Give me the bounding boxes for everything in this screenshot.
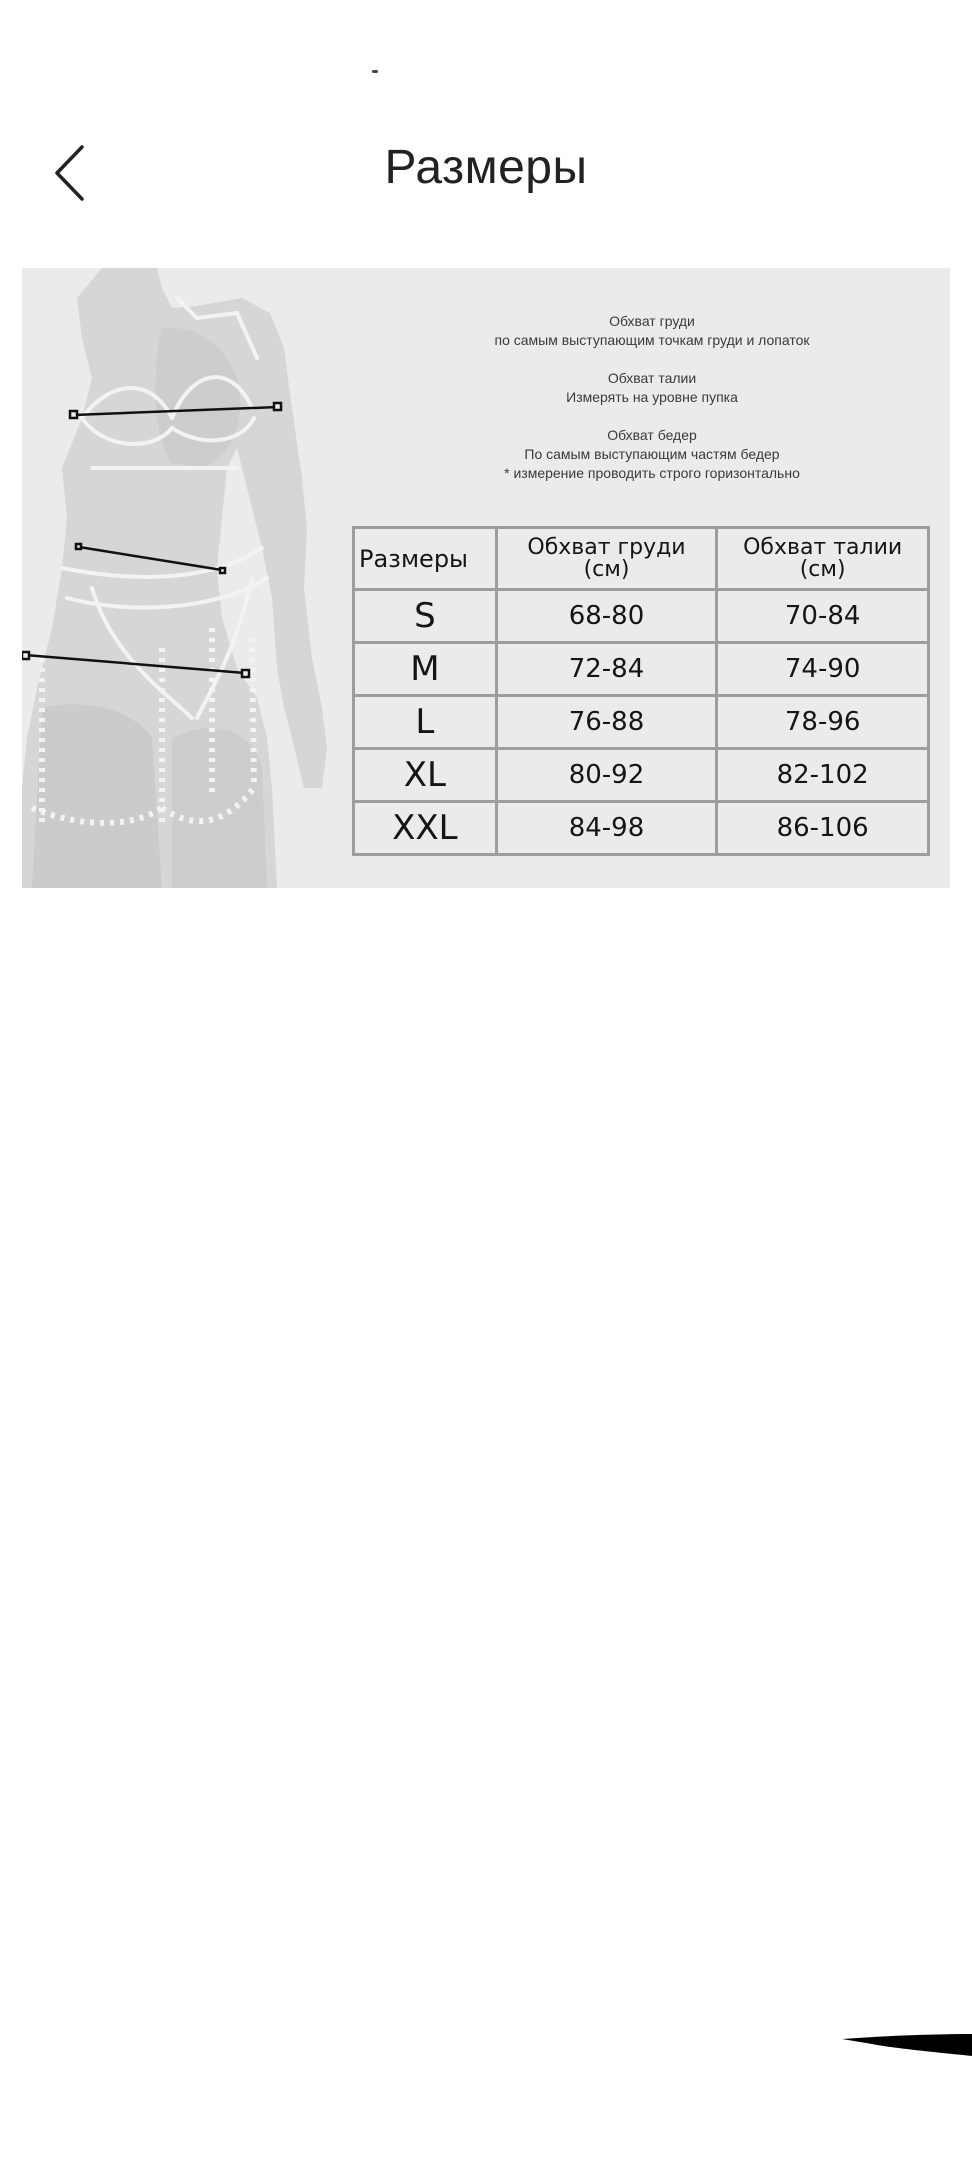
size-cell: XL (354, 749, 497, 802)
waist-title: Обхват талии (607, 370, 697, 386)
table-header-row (354, 528, 929, 590)
chest-text: по самым выступающим точкам груди и лопаток (494, 332, 810, 348)
chest-cell: 68-80 (496, 590, 717, 643)
header-chest (496, 528, 717, 590)
corner-decoration (842, 2034, 972, 2056)
header-chest-label: Обхват груди (527, 534, 686, 560)
header-waist-label: Обхват талии (743, 534, 903, 560)
chest-cell: 80-92 (496, 749, 717, 802)
chest-cell: 72-84 (496, 643, 717, 696)
table-row (354, 749, 929, 802)
header (0, 120, 972, 230)
hips-title: Обхват бедер (607, 427, 697, 443)
table-row (354, 696, 929, 749)
table-row (354, 590, 929, 643)
status-indicator (372, 70, 378, 73)
header-chest-unit: (см) (583, 556, 630, 582)
header-waist (717, 528, 929, 590)
header-size: Размеры (354, 528, 497, 590)
waist-cell: 82-102 (717, 749, 929, 802)
chest-cell: 76-88 (496, 696, 717, 749)
chest-cell: 84-98 (496, 802, 717, 855)
header-waist-unit: (см) (799, 556, 846, 582)
chest-title: Обхват груди (609, 313, 695, 329)
size-cell: M (354, 643, 497, 696)
table-row (354, 643, 929, 696)
size-chart-image (22, 268, 950, 888)
waist-cell: 70-84 (717, 590, 929, 643)
table-row (354, 802, 929, 855)
size-cell: XXL (354, 802, 497, 855)
measurement-note: * измерение проводить строго горизонтально (504, 465, 800, 481)
measurement-instructions (382, 312, 922, 483)
waist-cell: 86-106 (717, 802, 929, 855)
waist-cell: 74-90 (717, 643, 929, 696)
size-cell: S (354, 590, 497, 643)
body-figure-illustration (22, 268, 352, 888)
waist-text: Измерять на уровне пупка (566, 389, 738, 405)
page-title: Размеры (384, 141, 588, 194)
size-cell: L (354, 696, 497, 749)
size-table (352, 526, 930, 856)
hips-text: По самым выступающим частям бедер (524, 446, 780, 462)
waist-cell: 78-96 (717, 696, 929, 749)
